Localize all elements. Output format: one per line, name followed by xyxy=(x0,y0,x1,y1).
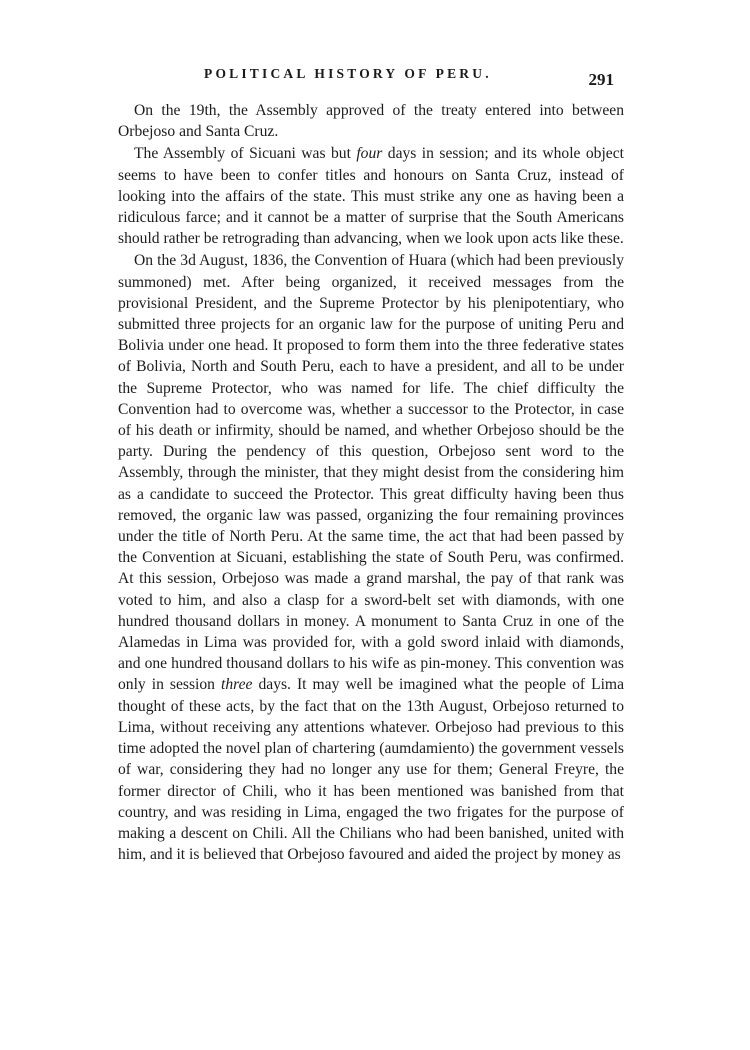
paragraph-text: days in session; and its whole object seems to have been to confer titles and honours on Santa Cruz, instead of looking into the affairs of the state. This must strike any one as having been a ridiculous farce; and it cannot be a matter of surprise that the South Americans should rather be retrograding than advancing, when we look upon acts like these. xyxy=(118,145,624,248)
running-head xyxy=(118,62,620,92)
body-text xyxy=(118,100,624,865)
paragraph-huara-convention xyxy=(118,250,624,865)
running-title: POLITICAL HISTORY OF PERU. xyxy=(204,66,492,81)
paragraph-treaty xyxy=(118,100,624,142)
paragraph-text: days. It may well be imagined what the people of Lima thought of these acts, by the fact that on the 13th August, Orbejoso returned to Lima, without receiving any attentions whatever. Orbejoso had previous to this time adopted the novel plan of chartering (aumdamiento) the government vessels of war, considering they had no longer any use for them; General Freyre, the former director of Chili, who it has been mentioned was banished from that country, and was residing in Lima, engaged the two frigates for the purpose of making a descent on Chili. All the Chilians who had been banished, united with him, and it is believed that Orbejoso favoured and aided the project by money as xyxy=(118,676,624,864)
paragraph-text: On the 19th, the Assembly approved of the treaty entered into between Orbejoso and Santa Cruz. xyxy=(118,102,624,141)
paragraph-text: The Assembly of Sicuani was but xyxy=(134,145,357,163)
italic-emphasis: four xyxy=(356,145,383,163)
paragraph-sicuani-assembly xyxy=(118,143,624,249)
italic-emphasis: three xyxy=(220,676,253,694)
paragraph-text: On the 3d August, 1836, the Convention of Huara (which had been previously summoned) met. After being organized, it received messages from the provisional President, and the Supreme Protector by his plenipotentiary, who submitted three projects for an organic law for the purpose of uniting Peru and Bolivia under one head. It proposed to form them into the three federative states of Bolivia, North and South Peru, each to have a president, and all to be under the Supreme Protector, who was named for life. The chief difficulty the Convention had to overcome was, whether a successor to the Protector, in case of his death or infirmity, should be named, and whether Orbejoso should be the party. During the pendency of this question, Orbejoso sent word to the Assembly, through the minister, that they might desist from the considering him as a candidate to succeed the Protector. This great difficulty having been thus removed, the organic law was passed, organizing the four remaining provinces under the title of North Peru. At the same time, the act that had been passed by the Convention at Sicuani, establishing the state of South Peru, was confirmed. At this session, Orbejoso was made a grand marshal, the pay of that rank was voted to him, and also a clasp for a sword-belt set with diamonds, with one hundred thousand dollars in money. A monument to Santa Cruz in one of the Alamedas in Lima was provided for, with a gold sword inlaid with diamonds, and one hundred thousand dollars to his wife as pin-money. This convention was only in session xyxy=(118,252,624,694)
page-number: 291 xyxy=(588,70,614,89)
